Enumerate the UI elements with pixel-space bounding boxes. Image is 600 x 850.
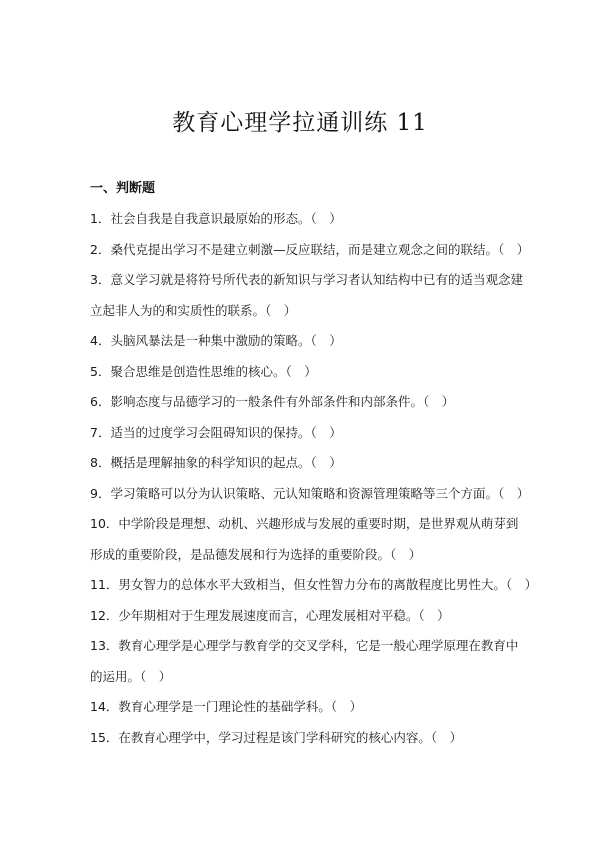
question-text-line: 10．中学阶段是理想、动机、兴趣形成与发展的重要时期，是世界观从萌芽到: [90, 516, 519, 531]
question-text-line: 12．少年期相对于生理发展速度而言，心理发展相对平稳。（ ）: [90, 607, 450, 623]
question-text-line: 的运用。（ ）: [90, 668, 172, 684]
section-heading: 一、判断题: [90, 181, 156, 196]
question-list: [90, 204, 538, 753]
question-item: [90, 570, 538, 601]
question-text-line: 14．教育心理学是一门理论性的基础学科。（ ）: [90, 699, 363, 714]
question-item: [90, 479, 530, 510]
question-text-line: 形成的重要阶段，是品德发展和行为选择的重要阶段。（ ）: [90, 546, 422, 562]
question-text-line: 7．适当的过度学习会阻碍知识的保持。（ ）: [90, 424, 342, 440]
question-text-line: 4．头脑风暴法是一种集中激励的策略。（ ）: [90, 333, 342, 348]
question-text-line: 13．教育心理学是心理学与教育学的交叉学科，它是一般心理学原理在教育中: [90, 638, 519, 653]
question-item: [90, 326, 530, 357]
question-item: [90, 265, 530, 326]
question-text-line: 1．社会自我是自我意识最原始的形态。（ ）: [90, 211, 342, 226]
question-item: [90, 601, 530, 632]
question-text-line: 9．学习策略可以分为认识策略、元认知策略和资源管理策略等三个方面。（ ）: [90, 485, 530, 501]
question-text-line: 8．概括是理解抽象的科学知识的起点。（ ）: [90, 455, 342, 470]
question-text-line: 3．意义学习就是将符号所代表的新知识与学习者认知结构中已有的适当观念建: [90, 272, 523, 287]
question-text-line: 11．男女智力的总体水平大致相当，但女性智力分布的离散程度比男性大。（ ）: [90, 577, 538, 592]
question-item: [90, 692, 530, 723]
question-item: [90, 418, 530, 449]
question-text-line: 15．在教育心理学中，学习过程是该门学科研究的核心内容。（ ）: [90, 729, 463, 745]
question-item: [90, 235, 530, 266]
question-item: [90, 631, 530, 692]
question-text-line: 2．桑代克提出学习不是建立刺激—反应联结，而是建立观念之间的联结。（ ）: [90, 241, 530, 257]
question-item: [90, 357, 530, 388]
question-item: [90, 387, 530, 418]
question-item: [90, 448, 530, 479]
question-text-line: 5．聚合思维是创造性思维的核心。（ ）: [90, 363, 317, 379]
question-text-line: 立起非人为的和实质性的联系。（ ）: [90, 302, 297, 318]
question-item: [90, 204, 530, 235]
page-title: 教育心理学拉通训练 11: [172, 110, 428, 136]
question-item: [90, 509, 530, 570]
question-item: [90, 723, 530, 754]
question-text-line: 6．影响态度与品德学习的一般条件有外部条件和内部条件。（ ）: [90, 394, 455, 409]
